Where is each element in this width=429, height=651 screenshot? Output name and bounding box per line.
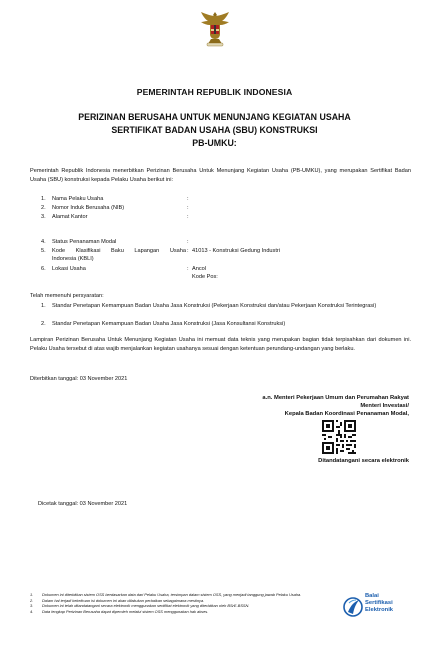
field-label-nib: Nomor Induk Berusaha (NIB) [52, 205, 125, 211]
footnotes [30, 592, 330, 614]
signatory-line-3: Kepala Badan Koordinasi Penanaman Modal, [284, 411, 409, 417]
field-number: 1. [41, 196, 46, 202]
requirement-number: 2. [41, 321, 46, 327]
footnote-text: Dokumen ini diterbitkan sistem OSS berdasarkan data dari Pelaku Usaha, tersimpan dalam sistem OSS, yang menjadi tanggung jawab Pelaku Usaha. [42, 592, 302, 597]
field-label-kbli: Kode Klasifikasi Baku Lapangan Usaha [52, 248, 186, 254]
field-value-business-location: Ancol [192, 266, 206, 272]
garuda-emblem-icon [200, 10, 230, 48]
intro-paragraph: Pemerintah Republik Indonesia menerbitkan Perizinan Berusaha Untuk Menunjang Kegiatan Usaha (PB-UMKU), yang merupakan Sertifikat Badan Usaha (SBU) konstruksi kepada Pelaku Usaha berikut ini: [30, 168, 411, 183]
field-number: 3. [41, 214, 46, 220]
signatory-line-1: a.n. Menteri Pekerjaan Umum dan Perumahan Rakyat [262, 395, 409, 401]
footnote-text: Data lengkap Perizinan Berusaha dapat diperoleh melalui sistem OSS menggunakan hak akses. [42, 608, 209, 614]
field-separator: : [187, 196, 189, 202]
field-separator: : [187, 205, 189, 211]
qr-code-icon [322, 420, 356, 454]
bsre-logo [343, 590, 423, 630]
field-separator: : [187, 214, 189, 220]
field-number: 6. [41, 266, 46, 272]
title-line-2: SERTIFIKAT BADAN USAHA (SBU) KONSTRUKSI [111, 125, 318, 135]
government-heading: PEMERINTAH REPUBLIK INDONESIA [136, 87, 293, 97]
footnote-number: 1. [30, 592, 34, 597]
field-label-business-location: Lokasi Usaha [52, 266, 86, 272]
title-line-1: PERIZINAN BERUSAHA UNTUK MENUNJANG KEGIATAN USAHA [78, 112, 351, 122]
footnote-text: Dokumen ini telah ditandatangani secara elektronik menggunakan sertifikat elektronik yang diterbitkan oleh BSrE-BSSN. [42, 603, 250, 609]
signatory-line-2: Menteri Investasi/ [360, 403, 409, 409]
bsre-line-2: Sertifikasi [365, 600, 393, 607]
field-value-postal-code: Kode Pos: [192, 274, 218, 280]
printed-date: Dicetak tanggal: 03 November 2021 [38, 501, 128, 507]
field-separator: : [187, 248, 189, 254]
field-label-kbli-line2: Indonesia (KBLI) [52, 256, 94, 262]
footnote-number: 2. [30, 597, 34, 603]
footnote-text: Dalam hal terjadi kekeliruan isi dokumen ini akan dilakukan perbaikan sebagaimana mestinya. [42, 597, 205, 603]
field-label-office-address: Alamat Kantor [52, 214, 88, 220]
title-line-3: PB-UMKU: [192, 138, 237, 148]
footnote-number: 3. [30, 603, 34, 609]
field-number: 4. [41, 239, 46, 245]
requirement-item: Standar Penetapan Kemampuan Badan Usaha Jasa Konstruksi (Pekerjaan Konstruksi dan/atau Pekerjaan Konstruksi Terintegrasi) [52, 303, 377, 309]
signed-electronically-label: Ditandatangani secara elektronik [318, 458, 409, 464]
bsre-line-3: Elektronik [365, 607, 394, 614]
requirement-number: 1. [41, 303, 46, 309]
field-label-investment-status: Status Penanaman Modal [52, 239, 117, 245]
footnote-number: 4. [30, 608, 34, 614]
field-label-business-name: Nama Pelaku Usaha [52, 196, 104, 202]
field-value-kbli: 41013 - Konstruksi Gedung Industri [192, 248, 280, 254]
field-separator: : [187, 239, 189, 245]
bsre-line-1: Balai [365, 593, 379, 599]
field-number: 5. [41, 248, 46, 254]
footnote-item [30, 609, 330, 615]
field-number: 2. [41, 205, 46, 211]
issued-date: Diterbitkan tanggal: 03 November 2021 [30, 376, 128, 382]
field-separator: : [187, 266, 189, 272]
bsre-logo-text [365, 593, 393, 615]
closing-paragraph: Lampiran Perizinan Berusaha Untuk Menunjang Kegiatan Usaha ini memuat data teknis yang merupakan bagian tidak terpisahkan dari dokumen ini. Pelaku Usaha tersebut di atas wajib menjalankan kegiatan usahanya sesuai dengan ketentuan perundang-undangan yang berlaku. [30, 337, 411, 352]
requirement-item: Standar Penetapan Kemampuan Badan Usaha Jasa Konstruksi (Jasa Konsultansi Konstruksi) [52, 321, 286, 327]
bsre-logo-icon [343, 593, 363, 621]
requirements-title: Telah memenuhi persyaratan: [30, 293, 104, 299]
